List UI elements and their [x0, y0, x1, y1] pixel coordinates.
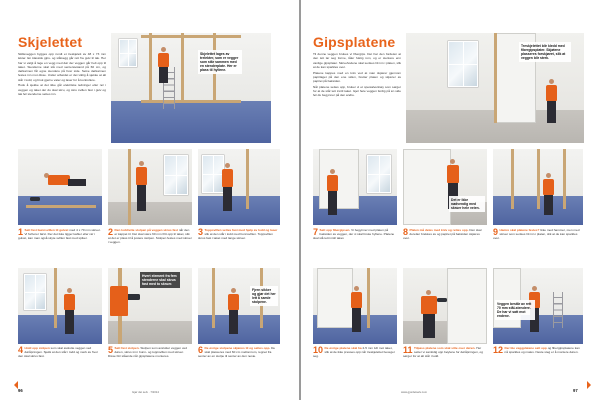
step-8-photo — [403, 149, 487, 225]
step-text: med 4 x 70 mm skruer. Vi forborer først. Der det ikke ligger kabler eller rør i gulvet, kan man også skyte svillen fast med spiker. — [18, 228, 101, 241]
step-text: Vi begynner med platen på baksiden av veggen, der vi skal bruke hyllene. Platene skal stå tett inntil taket. — [313, 228, 395, 241]
step-text: som skal avslutte veggen ved døråpningen. Sjekk at den står i lodd og merk av hvor den skal skrus fast. — [18, 346, 98, 359]
step-10-photo — [313, 268, 397, 344]
step-number: 3 — [198, 227, 204, 237]
left-page — [0, 0, 299, 400]
left-intro-paragraph: Husk å sjekke at det ikke går elektriske ledninger eller rør i veggen og taket der du skal skru, og skru svillen fast i gulv og tak før stenderne settes inn. — [18, 83, 106, 96]
step-text: slik at den står i lodd med bunnsvillen. Toppsvillen skrus fast i taket med lange skruer. — [198, 232, 273, 241]
step-number: 10 — [313, 345, 324, 355]
step-number: 7 — [313, 227, 319, 237]
step-lead: Sett fast stolpen. — [114, 346, 140, 350]
step-2-caption — [108, 228, 192, 244]
step-text: 2-5 mm luft mot taket, slik at de ikke presses opp når treskjelettet beveger seg. — [313, 346, 395, 359]
right-intro-paragraph: Platene kappes med en kniv ved at man skjærer gjennom papirlaget på den ene siden, bretter platen og skjærer av papiret på baksiden. — [313, 70, 401, 84]
step-5-callout: Hvert element fra fem stenderne skal skrus fast med to skruer. — [140, 272, 180, 288]
step-text: når den er kappet til. Det skal være 60 mm fritt opp til taket, slik at det er plass til å justere stolpen. Stolpen festes med skruer i veggen. — [108, 228, 192, 245]
step-7-caption — [313, 228, 397, 240]
step-text: Den skal deretter brekkes av og papiret på baksiden skjæres over. — [403, 228, 482, 241]
page-number: 96 — [18, 388, 23, 393]
right-intro-paragraph: Når platene settes opp, bruker vi et spesialverktøy som sørger for at de står tett inntil taket. Gjør hele veggen ferdig på én side før du begynner på den andre. — [313, 84, 401, 98]
step-number: 4 — [18, 345, 24, 355]
step-number: 6 — [198, 345, 204, 355]
step-lead: Sett opp fibergipsen. — [319, 228, 351, 232]
step-1-caption — [18, 228, 102, 240]
step-11-photo — [403, 268, 487, 344]
step-lead: Den loddrette stolpen på veggen skrus fast — [114, 228, 178, 232]
step-lead: Der ble veggplatene satt opp — [504, 346, 547, 350]
right-page-title: Gipsplatene — [313, 34, 396, 50]
step-4-photo — [18, 268, 102, 344]
step-text: og fibergipsplatene kan nå sparkles og males. Neste steg er å montere døren. — [504, 346, 580, 355]
step-2-photo — [108, 149, 192, 225]
step-8-caption — [403, 228, 487, 240]
step-lead: De øvrige platene skal ha — [324, 346, 362, 350]
step-12-caption — [493, 346, 583, 354]
step-number: 5 — [108, 345, 114, 355]
step-lead: Toppsvillen settes fast med hjelp av lodd og laser — [204, 228, 278, 232]
step-lead: Hamre skal platene festes? — [499, 228, 540, 232]
next-arrow-icon — [587, 381, 591, 389]
right-page — [301, 0, 600, 400]
step-9-photo — [493, 149, 583, 225]
step-4-caption — [18, 346, 102, 358]
step-number: 11 — [403, 345, 413, 355]
step-number: 9 — [493, 227, 499, 237]
step-text: Her setter vi samtidig opp bøylene for døråpningen, og sørger for at alt står i lodd. — [403, 346, 483, 359]
right-intro — [313, 52, 401, 99]
left-page-title: Skjelettet — [18, 34, 83, 50]
step-6-callout: Fjern sikker og gjør det her lett å samle stolpene. — [250, 286, 278, 306]
step-lead: Tilpass platene som skal sitte over døren. — [414, 346, 476, 350]
step-6-photo — [198, 268, 280, 344]
page-number: 97 — [573, 388, 578, 393]
step-lead: De øvrige stolpene skjæres til og settes opp. — [204, 346, 271, 350]
hero-callout: Treskjelettet blir kledd med fibergipsplater. Skjøtene plasseres forskjøvet, slik at veggen blir sterk. — [519, 42, 571, 62]
step-6-caption — [198, 346, 280, 358]
step-3-photo — [198, 149, 280, 225]
left-intro-paragraph: Skilleveggen bygges opp rundt et treskjelett av 48 x 73 mm lekter. En klassisk gips- og stålvegg går rett fra gulv til tak. Her har vi valgt å lage en vegg med dør der veggen går helt opp til taket. Stenderne skal stå med senteravstand på 60 cm, og dørkarmen får egne stendere på hver side. Selve dørkarmen festes inn mot disse. Under arbeidet er det viktig å sjekke at alt står i lodd, og bruk gjerne vater og laser for å kontrollere. — [18, 52, 106, 82]
step-9-caption — [493, 228, 583, 240]
hero-callout: Skjelettet lages av trelekter, som er vegger som står sammen med en stenderplate. Her er plass til hyllene. — [198, 50, 242, 74]
step-number: 1 — [18, 227, 24, 237]
left-intro — [18, 52, 106, 98]
step-1-photo — [18, 149, 102, 225]
step-text: De skal plasseres med 60 cm mellomrom, regnet fra senter av en stolpe til senter av den neste. — [198, 346, 276, 359]
right-intro-paragraph: Til denne veggen brukes vi fibergips. Det har den fordelen at den lett lar seg forme, tåler fuktig rom, og er sterkere enn vanlige gipsplater. Skruehodene skal senkes litt inn i platen, slik at de kan sparkles over. — [313, 52, 401, 69]
hero-photo-frame — [111, 33, 271, 143]
step-12-callout: Veggen består av rett 70 mm stål-stendere. De har vi satt mot endene. — [495, 300, 535, 320]
step-11-caption — [403, 346, 487, 358]
step-7-photo — [313, 149, 397, 225]
footer-text: Gjør det selv · 7/2014 — [132, 390, 159, 394]
step-text: Ikke med hammer, men med skruer som senkes litt inn i platen, slik at de kan sparkles over. — [493, 228, 580, 241]
step-10-caption — [313, 346, 397, 358]
footer-text: www.gjordetselv.com — [401, 390, 428, 394]
step-9-callout: Det er ikke nødvendig med skruer hele veien. — [449, 196, 485, 212]
step-number: 8 — [403, 227, 409, 237]
step-3-caption — [198, 228, 280, 240]
step-lead: Hold opp stolpen — [24, 346, 50, 350]
step-5-caption — [108, 346, 192, 358]
step-lead: Sett fast bunnsvillen til gulvet — [24, 228, 69, 232]
step-number: 2 — [108, 227, 114, 237]
step-text: Stolpen som avslutter veggen ved døren, skrus inn i bunn- og toppsvillen med skruer. Disse blir stående når gipsplatene monteres. — [108, 346, 187, 359]
step-number: 12 — [493, 345, 504, 355]
step-lead: Platen må deles med kniv og rettes opp. — [409, 228, 469, 232]
